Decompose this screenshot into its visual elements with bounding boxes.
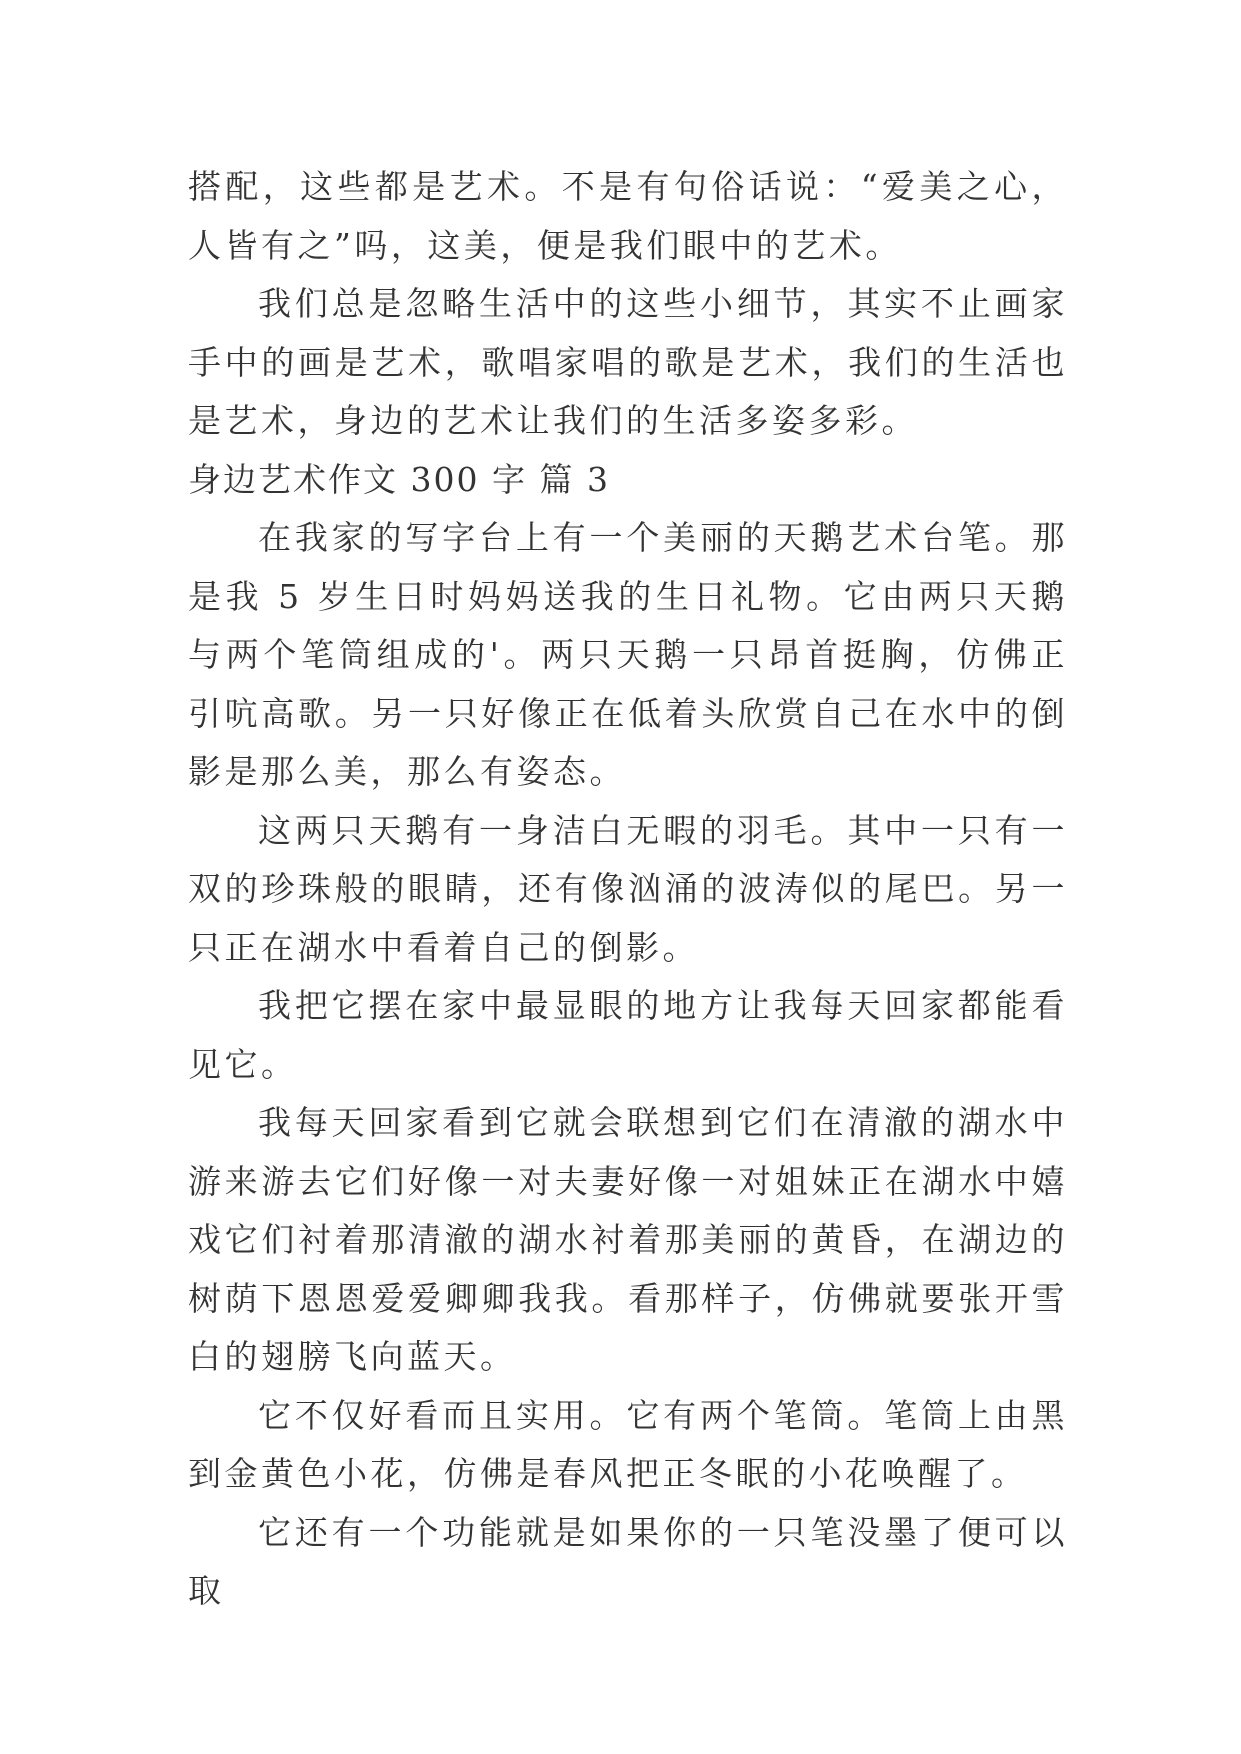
paragraph-continuation: 搭配，这些都是艺术。不是有句俗话说：“爱美之心，人皆有之”吗，这美，便是我们眼中的艺术。 [188, 167, 1068, 265]
paragraph: 在我家的写字台上有一个美丽的天鹅艺术台笔。那是我 5 岁生日时妈妈送我的生日礼物。它由两只天鹅与两个笔筒组成的'。两只天鹅一只昂首挺胸，仿佛正引吭高歌。另一只好像正在低着头欣赏自己在水中的倒影是那么美，那么有姿态。 [188, 518, 1068, 791]
paragraph: 我把它摆在家中最显眼的地方让我每天回家都能看见它。 [188, 986, 1068, 1084]
paragraph: 它不仅好看而且实用。它有两个笔筒。笔筒上由黑到金黄色小花，仿佛是春风把正冬眠的小花唤醒了。 [188, 1395, 1068, 1493]
paragraph: 这两只天鹅有一身洁白无暇的羽毛。其中一只有一双的珍珠般的眼睛，还有像汹涌的波涛似的尾巴。另一只正在湖水中看着自己的倒影。 [188, 810, 1068, 967]
paragraph: 它还有一个功能就是如果你的一只笔没墨了便可以取 [188, 1512, 1068, 1610]
paragraph: 我每天回家看到它就会联想到它们在清澈的湖水中游来游去它们好像一对夫妻好像一对姐妹正在湖水中嬉戏它们衬着那清澈的湖水衬着那美丽的黄昏，在湖边的树荫下恩恩爱爱卿卿我我。看那样子，仿佛就要张开雪白的翅膀飞向蓝天。 [188, 1103, 1068, 1376]
paragraph: 我们总是忽略生活中的这些小细节，其实不止画家手中的画是艺术，歌唱家唱的歌是艺术，我们的生活也是艺术，身边的艺术让我们的生活多姿多彩。 [188, 284, 1068, 440]
document-body [188, 158, 1068, 1621]
section-heading: 身边艺术作文 300 字 篇 3 [188, 459, 610, 499]
